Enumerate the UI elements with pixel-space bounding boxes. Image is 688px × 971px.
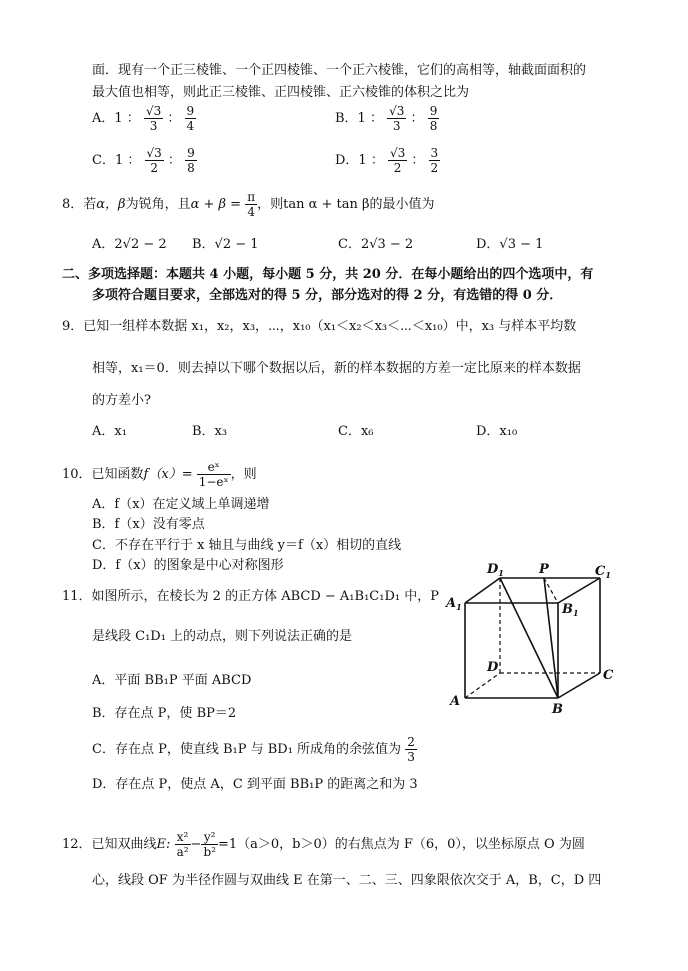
q7-option-b: B．1 ： $\frac{√3}{3}$ ： $\frac{9}{8}$ [335, 104, 438, 133]
label-c1: $C_1$ [595, 564, 611, 580]
segment-p-b [544, 578, 558, 698]
q7-option-c: C．1 ： $\frac{√3}{2}$ ： $\frac{9}{8}$ [92, 146, 195, 175]
q10-option-a: A．f（x）在定义域上单调递增 [92, 497, 270, 512]
cube-figure [440, 558, 620, 718]
segment-d1-b [500, 578, 558, 698]
q9-line-1: 9．已知一组样本数据 x₁，x₂，x₃，⋯，x₁₀（x₁＜x₂＜x₃＜⋯＜x₁₀）中，x₃ 与样本平均数 [62, 319, 577, 334]
q8-option-a: A．2√2 − 2 [92, 237, 167, 252]
section-2-header-line-1: 二、多项选择题：本题共 4 小题，每小题 5 分，共 20 分．在每小题给出的四个选项中，有 [62, 267, 594, 282]
label-d1: $D_1$ [487, 562, 504, 578]
q10-option-d: D．f（x）的图象是中心对称图形 [92, 558, 284, 573]
q12-line-2: 心，线段 OF 为半径作圆与双曲线 E 在第一、二、三、四象限依次交于 A，B，C，D 四 [92, 873, 602, 888]
label-p: P [539, 562, 549, 577]
q9-line-2: 相等，x₁＝0．则去掉以下哪个数据以后，新的样本数据的方差一定比原来的样本数据 [92, 361, 581, 376]
q10-option-c: C．不存在平行于 x 轴且与曲线 y＝f（x）相切的直线 [92, 538, 402, 553]
q7-option-d: D．1 ： $\frac{√3}{2}$ ： $\frac{3}{2}$ [335, 146, 439, 175]
q9-line-3: 的方差小? [92, 393, 151, 408]
edge-b-c [558, 673, 600, 698]
label-c: C [603, 668, 614, 683]
q7-line-1: 面．现有一个正三棱锥、一个正四棱锥、一个正六棱锥，它们的高相等，轴截面面积的 [92, 63, 587, 78]
q9-option-b: B．x₃ [192, 424, 228, 439]
label-b: B [552, 702, 563, 717]
q10-stem: 10．已知函数f（x）= $\frac{\text{eˣ}}{\text{1−eˣ}}$ ，则 [62, 460, 257, 489]
q11-option-b: B．存在点 P，使 BP＝2 [92, 706, 237, 721]
q10-option-b: B．f（x）没有零点 [92, 517, 205, 532]
q11-line-2: 是线段 C₁D₁ 上的动点，则下列说法正确的是 [92, 629, 353, 644]
q8-option-b: B．√2 − 1 [192, 237, 259, 252]
q11-option-c: C．存在点 P，使直线 B₁P 与 BD₁ 所成角的余弦值为 $\frac{2}{3}$ [92, 735, 415, 764]
q7-option-a: A．1 ： $\frac{√3}{3}$ ： $\frac{9}{4}$ [92, 104, 195, 133]
edge-a1-d1 [465, 578, 500, 603]
edge-b1-c1 [558, 578, 600, 603]
q7-line-2: 最大值也相等，则此正三棱锥、正四棱锥、正六棱锥的体积之比为 [92, 85, 470, 100]
edge-a-d-hidden [465, 673, 500, 698]
label-a: A [450, 694, 461, 709]
q11-line-1: 11．如图所示，在棱长为 2 的正方体 ABCD − A₁B₁C₁D₁ 中，P [62, 589, 439, 604]
q8-option-c: C．2√3 − 2 [338, 237, 414, 252]
q11-option-d: D．存在点 P，使点 A，C 到平面 BB₁P 的距离之和为 3 [92, 777, 418, 792]
q11-option-a: A．平面 BB₁P 平面 ABCD [92, 673, 252, 688]
q9-option-d: D．x₁₀ [476, 424, 518, 439]
section-2-header-line-2: 多项符合题目要求，全部选对的得 5 分，部分选对的得 2 分，有选错的得 0 分． [92, 288, 563, 303]
label-d: D [487, 660, 499, 675]
label-a1: $A_1$ [446, 596, 462, 612]
q8-option-d: D．√3 − 1 [476, 237, 544, 252]
label-b1: $B_1$ [562, 602, 579, 618]
q12-stem: 12．已知双曲线E: $\frac{\text{x²}}{\text{a²}}$ − $\frac{\text{y²}}{\text{b²}}$ =1（a＞0，b＞0）的右焦点为 F（6，0），以坐标原点 O 为圆 [62, 830, 585, 859]
q9-option-a: A．x₁ [92, 424, 127, 439]
q9-option-c: C．x₆ [338, 424, 374, 439]
q8-stem: 8．若α，β为锐角，且α + β = $\frac{\pi}{4}$ ，则tan α + tan β的最小值为 [62, 190, 435, 219]
